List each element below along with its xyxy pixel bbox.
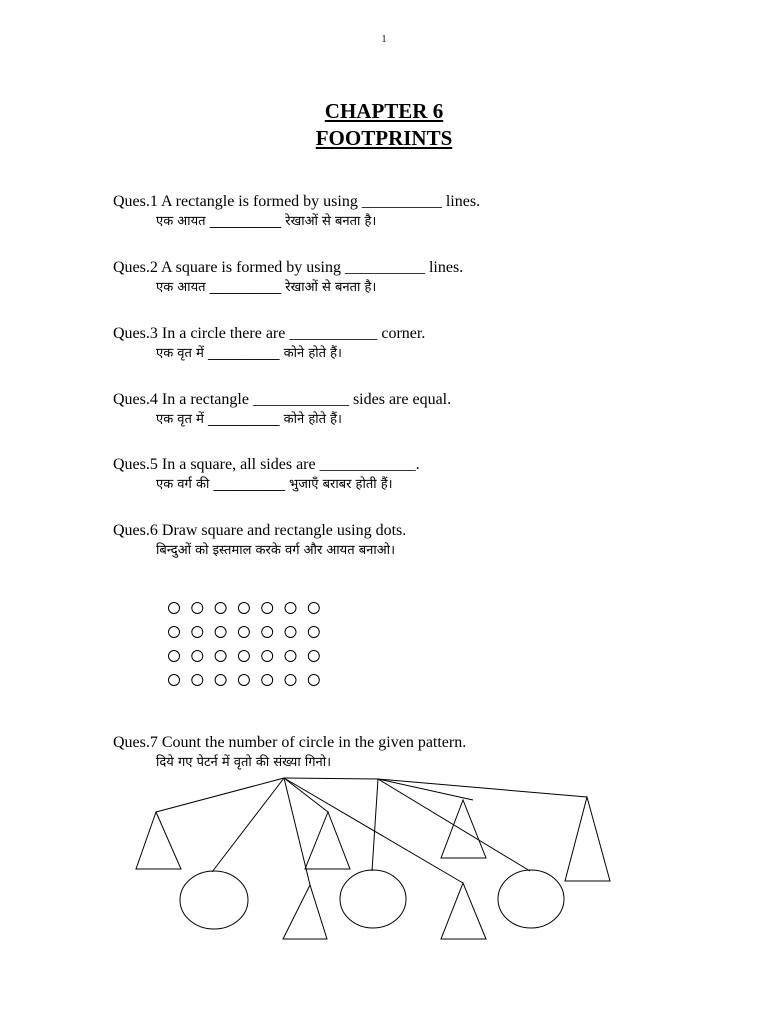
triangle [283, 885, 327, 939]
dot [238, 651, 249, 662]
branch-line [284, 778, 463, 883]
branch-line [372, 779, 378, 871]
page-number: 1 [381, 34, 387, 45]
dot [238, 675, 249, 686]
dot [169, 603, 180, 614]
triangle [136, 812, 181, 869]
question-4-english: Ques.4 In a rectangle ____________ sides are equal. [113, 391, 452, 408]
dot [262, 603, 273, 614]
dot [285, 675, 296, 686]
branch-line [284, 778, 328, 812]
branch-line [284, 778, 310, 885]
question-6 [113, 521, 406, 561]
question-5 [113, 455, 420, 495]
question-3-hindi: एक वृत में ___________ कोने होते हैं। [156, 346, 342, 361]
triangle [565, 797, 610, 881]
branch-line [378, 779, 587, 797]
chapter-title: FOOTPRINTS [315, 126, 453, 150]
dot [238, 627, 249, 638]
question-7-hindi: दिये गए पेटर्न में वृतो की संख्या गिनो। [156, 755, 332, 770]
dot [262, 675, 273, 686]
dot [169, 651, 180, 662]
triangle [441, 800, 486, 858]
dot [238, 603, 249, 614]
dot [215, 627, 226, 638]
dot [262, 627, 273, 638]
dot [285, 627, 296, 638]
dot [308, 627, 319, 638]
dot [308, 603, 319, 614]
dot [215, 651, 226, 662]
dot [215, 675, 226, 686]
question-4 [113, 390, 451, 430]
dot [169, 627, 180, 638]
branch-line [156, 778, 284, 812]
circle [180, 871, 248, 929]
circle [340, 870, 406, 928]
branch-line [284, 778, 378, 779]
chapter-heading: CHAPTER 6 [324, 99, 444, 123]
dot [192, 651, 203, 662]
question-7-english: Ques.7 Count the number of circle in the given pattern. [113, 734, 467, 751]
question-3 [113, 324, 425, 364]
dot [285, 603, 296, 614]
question-1-english: Ques.1 A rectangle is formed by using __________ lines. [113, 193, 481, 210]
question-7 [113, 733, 466, 773]
question-6-hindi: बिन्दुओं को इस्तमाल करके वर्ग और आयत बनाओ। [156, 543, 395, 558]
question-3-english: Ques.3 In a circle there are ___________ corner. [113, 325, 426, 342]
branch-line [378, 779, 530, 871]
question-2 [113, 258, 463, 298]
dot [285, 651, 296, 662]
triangle [441, 883, 486, 939]
dot [308, 651, 319, 662]
question-4-hindi: एक वृत में ___________ कोने होते हैं। [156, 412, 342, 427]
question-2-hindi: एक आयत ___________ रेखाओं से बनता है। [156, 280, 377, 295]
dot [262, 651, 273, 662]
dot [192, 603, 203, 614]
triangle [305, 812, 350, 869]
branch-line [378, 779, 473, 800]
dot [192, 627, 203, 638]
circle [498, 870, 564, 928]
dot [169, 675, 180, 686]
question-2-english: Ques.2 A square is formed by using __________ lines. [113, 259, 464, 276]
question-5-english: Ques.5 In a square, all sides are ____________. [113, 456, 420, 473]
question-1-hindi: एक आयत ___________ रेखाओं से बनता है। [156, 214, 377, 229]
branch-line [212, 778, 284, 872]
dot [308, 675, 319, 686]
question-5-hindi: एक वर्ग की ___________ भुजाएँ बराबर होती हैं। [156, 477, 393, 492]
question-6-english: Ques.6 Draw square and rectangle using dots. [113, 522, 407, 539]
dot [215, 603, 226, 614]
dot [192, 675, 203, 686]
question-1 [113, 192, 480, 232]
